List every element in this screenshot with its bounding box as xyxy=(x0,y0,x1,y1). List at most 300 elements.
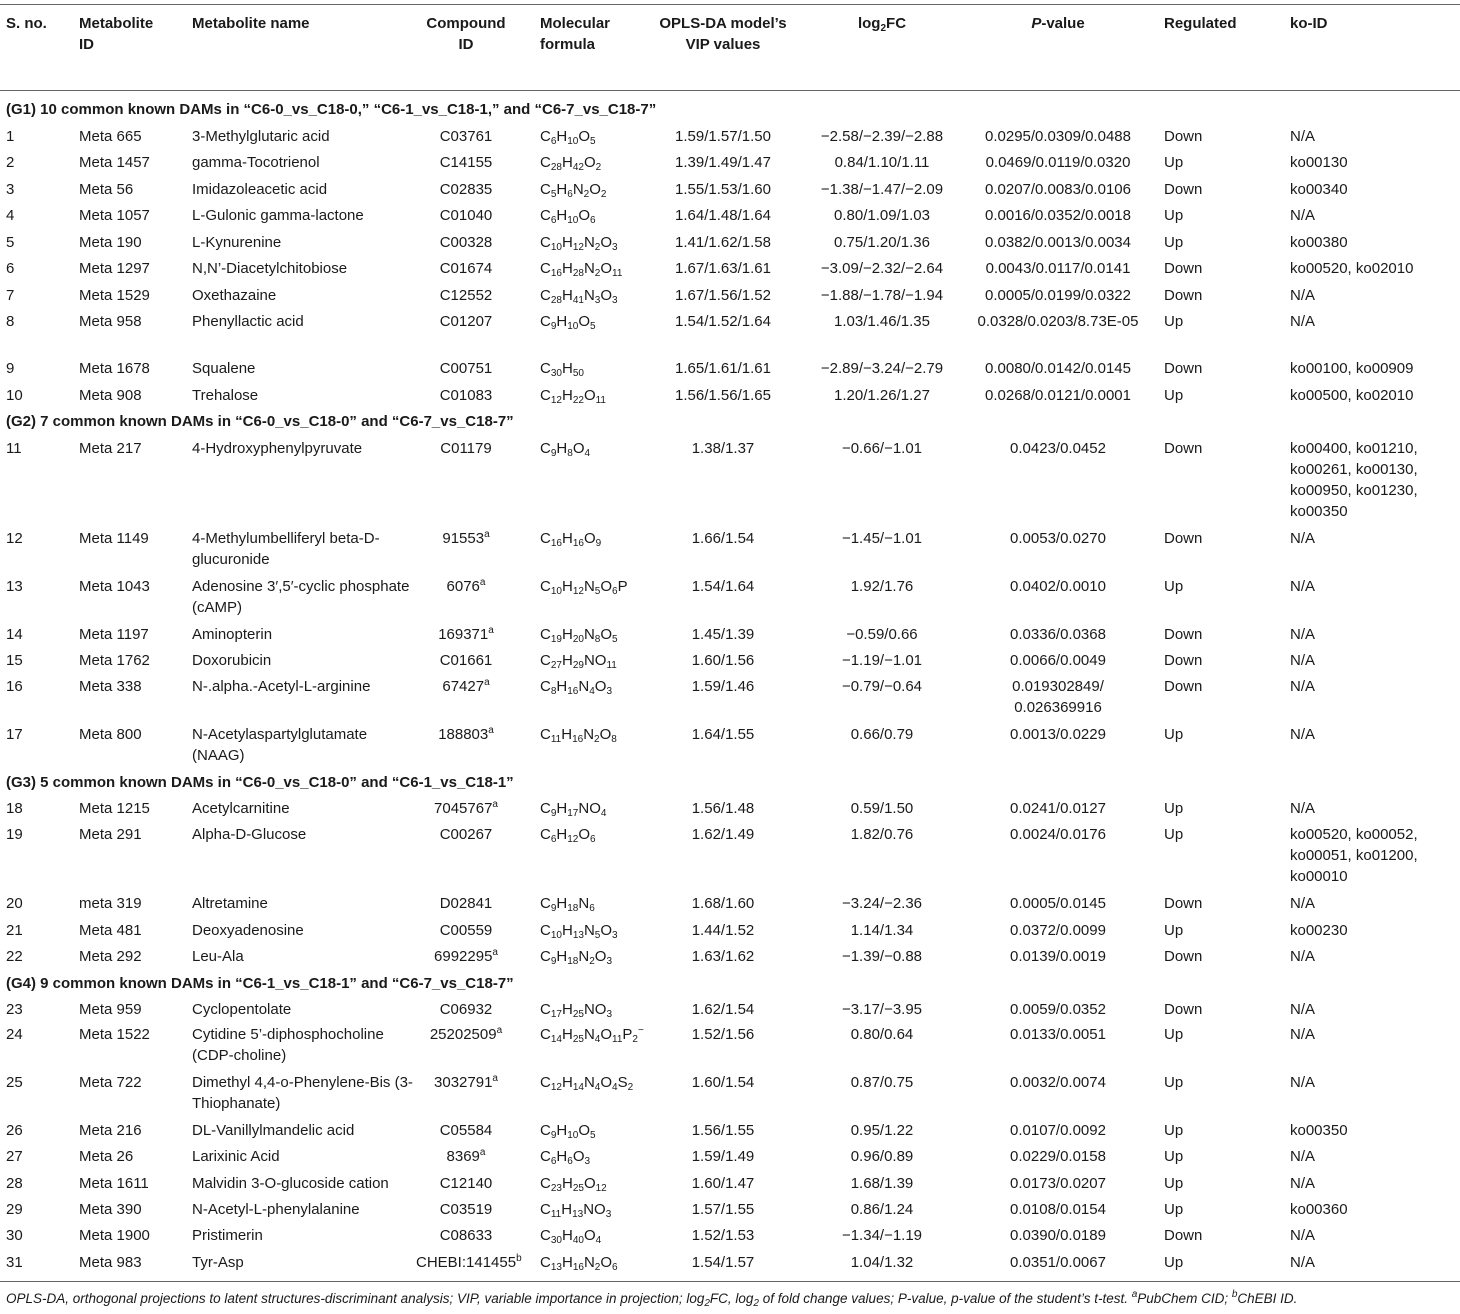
log2fc-values: 0.80/0.64 xyxy=(850,1026,914,1043)
compound-id xyxy=(416,438,516,459)
text-run: C xyxy=(540,800,551,817)
ko-id: N/A xyxy=(1290,678,1316,695)
serial-number: 8 xyxy=(6,313,15,330)
text-run: FC, log xyxy=(709,1291,754,1306)
compound-id xyxy=(416,1199,516,1220)
compound-id-footnote-mark: a xyxy=(492,947,498,958)
subscript: 2 xyxy=(589,956,595,967)
regulated: Up xyxy=(1164,1074,1184,1091)
subscript: 16 xyxy=(572,734,584,745)
subscript: 9 xyxy=(550,321,557,332)
subscript: 2 xyxy=(583,189,590,200)
header-metabolite-name: Metabolite name xyxy=(192,15,310,32)
log2fc-values: −2.89/−3.24/−2.79 xyxy=(820,360,944,377)
compound-id-text: CHEBI:141455 xyxy=(416,1254,517,1271)
log2fc-values: 1.14/1.34 xyxy=(850,922,914,939)
metabolite-id: Meta 1197 xyxy=(79,626,149,643)
header-pvalue: P-value xyxy=(1031,15,1085,32)
compound-id-text: C08633 xyxy=(439,1227,493,1244)
metabolite-name: Imidazoleacetic acid xyxy=(192,181,328,198)
compound-id xyxy=(416,798,516,819)
header-bottom-rule xyxy=(0,90,1460,91)
molecular-formula xyxy=(540,152,660,173)
text-run: O xyxy=(578,313,591,330)
ko-id: N/A xyxy=(1290,895,1316,912)
subscript: 3 xyxy=(605,1209,612,1220)
subscript: 2 xyxy=(632,1034,638,1045)
serial-number: 21 xyxy=(6,922,23,939)
vip-values: 1.62/1.54 xyxy=(691,1001,755,1018)
ko-id: ko00520, ko02010 xyxy=(1290,260,1414,277)
compound-id-text: C00267 xyxy=(439,826,493,843)
compound-id-text: C01207 xyxy=(439,313,493,330)
subscript: 12 xyxy=(550,395,562,406)
regulated: Down xyxy=(1164,652,1203,669)
text-run: C xyxy=(540,922,551,939)
text-run: H xyxy=(561,530,573,547)
subscript: 18 xyxy=(567,956,579,967)
log2fc-values: 0.59/1.50 xyxy=(850,800,914,817)
ko-id: N/A xyxy=(1290,287,1316,304)
subscript: 6 xyxy=(567,1156,573,1167)
subscript: 25 xyxy=(572,1009,584,1020)
p-values: 0.0024/0.0176 xyxy=(1010,826,1106,843)
serial-number: 24 xyxy=(6,1026,23,1043)
compound-id-text: 7045767 xyxy=(434,800,493,817)
text-run: O xyxy=(600,287,613,304)
vip-values: 1.56/1.56/1.65 xyxy=(675,387,771,404)
text-run: C xyxy=(540,726,551,743)
metabolite-name: L-Kynurenine xyxy=(192,234,282,251)
text-run: C xyxy=(540,154,551,171)
compound-id xyxy=(416,1173,516,1194)
text-run: O xyxy=(572,440,585,457)
text-run: H xyxy=(561,154,573,171)
molecular-formula xyxy=(540,1225,660,1246)
log2fc-values: −1.19/−1.01 xyxy=(841,652,923,669)
regulated: Up xyxy=(1164,154,1184,171)
subscript: 2 xyxy=(600,189,607,200)
compound-id-text: 169371 xyxy=(438,626,489,643)
text-run: N xyxy=(583,1026,595,1043)
serial-number: 10 xyxy=(6,387,23,404)
subscript: 8 xyxy=(611,734,617,745)
subscript: 25 xyxy=(572,1034,584,1045)
metabolite-name: Dimethyl 4,4-o-Phenylene-Bis (3-Thiophanate) xyxy=(192,1074,413,1112)
text-run: H xyxy=(556,440,568,457)
p-values: 0.0382/0.0013/0.0034 xyxy=(985,234,1131,251)
subscript: 6 xyxy=(589,903,595,914)
compound-id-footnote-mark: a xyxy=(484,677,490,688)
metabolite-id: Meta 1678 xyxy=(79,360,150,377)
vip-values: 1.38/1.37 xyxy=(691,440,755,457)
header-log2fc: $\log_2FC$ xyxy=(857,15,907,34)
compound-id xyxy=(416,258,516,279)
metabolite-id: Meta 665 xyxy=(79,128,142,145)
subscript: 11 xyxy=(595,395,606,406)
serial-number: 4 xyxy=(6,207,15,224)
vip-values: 1.66/1.54 xyxy=(691,530,755,547)
subscript: 25 xyxy=(572,1183,584,1194)
text-run: C xyxy=(540,360,551,377)
compound-id-text: 6076 xyxy=(446,578,480,595)
text-run: O xyxy=(600,1254,613,1271)
subscript: 12 xyxy=(567,834,579,845)
text-run: NO xyxy=(583,1001,607,1018)
text-run: C xyxy=(540,578,551,595)
text-run: H xyxy=(556,800,568,817)
ko-id: ko00360 xyxy=(1290,1201,1348,1218)
subscript: 2 xyxy=(594,734,600,745)
ko-id: ko00130 xyxy=(1290,154,1348,171)
p-values: 0.0328/0.0203/8.73E-05 xyxy=(977,313,1139,330)
compound-id xyxy=(416,152,516,173)
molecular-formula xyxy=(540,650,660,671)
compound-id xyxy=(416,824,516,845)
text-run: O xyxy=(600,260,613,277)
text-run: H xyxy=(561,1026,573,1043)
compound-id-footnote-mark: a xyxy=(484,529,490,540)
subscript: 13 xyxy=(572,930,584,941)
metabolite-name: Cytidine 5’-diphosphocholine (CDP-choline) xyxy=(192,1026,384,1064)
serial-number: 28 xyxy=(6,1175,23,1192)
metabolite-name: Larixinic Acid xyxy=(192,1148,280,1165)
text-run: N xyxy=(583,260,595,277)
compound-id-footnote-mark: a xyxy=(479,1147,486,1158)
serial-number: 30 xyxy=(6,1227,23,1244)
text-run: C xyxy=(540,1148,551,1165)
log2fc-values: 0.95/1.22 xyxy=(850,1122,914,1139)
text-run: N xyxy=(572,181,584,198)
subscript: 28 xyxy=(572,268,584,279)
text-run: C xyxy=(540,260,551,277)
molecular-formula xyxy=(540,258,660,279)
subscript: 6 xyxy=(550,834,557,845)
molecular-formula xyxy=(540,1120,660,1141)
text-run: N xyxy=(578,895,590,912)
vip-values: 1.62/1.49 xyxy=(691,826,755,843)
subscript: 5 xyxy=(590,1130,596,1141)
log2fc-values: 1.68/1.39 xyxy=(850,1175,914,1192)
subscript: 16 xyxy=(572,1262,584,1273)
p-values: 0.0053/0.0270 xyxy=(1010,530,1106,547)
regulated: Down xyxy=(1164,948,1203,965)
vip-values: 1.65/1.61/1.61 xyxy=(675,360,771,377)
subscript: 5 xyxy=(590,321,596,332)
vip-values: 1.59/1.49 xyxy=(691,1148,755,1165)
ko-id: ko00230 xyxy=(1290,922,1348,939)
subscript: 9 xyxy=(595,538,602,549)
subscript: 22 xyxy=(572,395,584,406)
compound-id-text: 8369 xyxy=(446,1148,480,1165)
p-values: 0.0005/0.0199/0.0322 xyxy=(985,287,1131,304)
subscript: 3 xyxy=(606,956,613,967)
log2fc-values: −3.24/−2.36 xyxy=(841,895,923,912)
text-run: H xyxy=(556,181,568,198)
metabolite-id: Meta 1215 xyxy=(79,800,150,817)
metabolite-id: Meta 481 xyxy=(79,922,142,939)
superscript: − xyxy=(637,1025,644,1036)
p-values: 0.0423/0.0452 xyxy=(1010,440,1106,457)
ko-id: ko00100, ko00909 xyxy=(1290,360,1414,377)
metabolite-name: Aminopterin xyxy=(192,626,273,643)
subscript: 10 xyxy=(567,215,579,226)
metabolite-id: Meta 1457 xyxy=(79,154,150,171)
p-values: 0.0390/0.0189 xyxy=(1010,1227,1106,1244)
compound-id-text: C14155 xyxy=(439,154,493,171)
metabolite-name: Altretamine xyxy=(192,895,268,912)
p-values: 0.0241/0.0127 xyxy=(1010,800,1106,817)
compound-id-text: C01083 xyxy=(439,387,493,404)
subscript: 42 xyxy=(572,162,584,173)
subscript: 9 xyxy=(550,956,557,967)
ko-id: ko00520, ko00052, ko00051, ko01200, ko00010 xyxy=(1290,826,1418,885)
header-sno: S. no. xyxy=(6,15,47,32)
compound-id-footnote-mark: a xyxy=(488,625,494,636)
molecular-formula xyxy=(540,358,660,379)
subscript: 6 xyxy=(590,215,596,226)
metabolite-id: Meta 190 xyxy=(79,234,142,251)
subscript: 6 xyxy=(612,586,618,597)
text-run: H xyxy=(561,287,573,304)
text-run: O xyxy=(578,826,591,843)
vip-values: 1.60/1.54 xyxy=(691,1074,755,1091)
subscript: 5 xyxy=(612,634,618,645)
subscript: 3 xyxy=(612,930,618,941)
text-run: N xyxy=(578,948,590,965)
text-run: O xyxy=(589,181,601,198)
molecular-formula xyxy=(540,920,660,941)
text-run: C xyxy=(540,234,551,251)
regulated: Down xyxy=(1164,287,1203,304)
subscript: 2 xyxy=(595,162,602,173)
regulated: Up xyxy=(1164,578,1184,595)
p-values: 0.0080/0.0142/0.0145 xyxy=(985,360,1131,377)
vip-values: 1.67/1.63/1.61 xyxy=(675,260,771,277)
p-values: 0.0108/0.0154 xyxy=(1010,1201,1106,1218)
text-run: H xyxy=(561,1074,573,1091)
molecular-formula xyxy=(540,1024,660,1045)
vip-values: 1.39/1.49/1.47 xyxy=(675,154,771,171)
subscript: 2 xyxy=(594,268,601,279)
text-run: C xyxy=(540,287,551,304)
compound-id xyxy=(416,179,516,200)
subscript: 6 xyxy=(550,136,557,147)
p-values: 0.0005/0.0145 xyxy=(1010,895,1106,912)
molecular-formula xyxy=(540,624,660,645)
compound-id-text: C00751 xyxy=(439,360,493,377)
text-run: H xyxy=(561,652,573,669)
text-run: C xyxy=(540,1026,551,1043)
serial-number: 18 xyxy=(6,800,23,817)
log2fc-values: −3.09/−2.32/−2.64 xyxy=(820,260,944,277)
subscript: 10 xyxy=(567,321,579,332)
regulated: Down xyxy=(1164,895,1203,912)
vip-values: 1.56/1.55 xyxy=(691,1122,755,1139)
text-run: H xyxy=(561,578,573,595)
metabolite-name: N,N’-Diacetylchitobiose xyxy=(192,260,348,277)
p-values: 0.0107/0.0092 xyxy=(1010,1122,1106,1139)
metabolite-name: Pristimerin xyxy=(192,1227,263,1244)
text-run: H xyxy=(556,1122,568,1139)
compound-id xyxy=(416,311,516,332)
text-run: O xyxy=(583,387,596,404)
text-run: PubChem CID; xyxy=(1137,1291,1232,1306)
text-run: C xyxy=(540,626,551,643)
text-run: C xyxy=(540,207,551,224)
group-header-g4: (G4) 9 common known DAMs in “C6-1_vs_C18-1” and “C6-7_vs_C18-7” xyxy=(6,975,514,992)
compound-id xyxy=(416,999,516,1020)
subscript: 8 xyxy=(594,634,601,645)
text-run: O xyxy=(583,1227,596,1244)
regulated: Up xyxy=(1164,1201,1184,1218)
subscript: 12 xyxy=(595,1183,607,1194)
metabolite-id: Meta 216 xyxy=(79,1122,142,1139)
subscript: 5 xyxy=(594,586,601,597)
regulated: Up xyxy=(1164,1148,1184,1165)
subscript: 11 xyxy=(550,734,562,745)
compound-id-text: 91553 xyxy=(442,530,485,547)
subscript: 16 xyxy=(550,538,562,549)
metabolite-name: Acetylcarnitine xyxy=(192,800,290,817)
subscript: 6 xyxy=(550,1156,557,1167)
text-run: of fold change values; P-value, p-value of the student’s t-test. xyxy=(758,1291,1132,1306)
p-values: 0.0059/0.0352 xyxy=(1010,1001,1106,1018)
subscript: 6 xyxy=(612,1262,618,1273)
metabolite-name: N-.alpha.-Acetyl-L-arginine xyxy=(192,678,371,695)
metabolite-id: Meta 1149 xyxy=(79,530,149,547)
serial-number: 3 xyxy=(6,181,15,198)
text-run: C xyxy=(540,128,551,145)
compound-id-text: C06932 xyxy=(439,1001,493,1018)
text-run: C xyxy=(540,895,551,912)
metabolite-name: Adenosine 3′,5′-cyclic phosphate (cAMP) xyxy=(192,578,410,616)
text-run: H xyxy=(561,1227,573,1244)
text-run: O xyxy=(594,678,607,695)
subscript: 10 xyxy=(567,136,579,147)
table-footnote xyxy=(6,1290,1297,1308)
log2fc-values: −3.17/−3.95 xyxy=(841,1001,923,1018)
p-values: 0.0139/0.0019 xyxy=(1010,948,1106,965)
subscript: 4 xyxy=(612,1082,618,1093)
text-run: C xyxy=(540,652,551,669)
subscript: 14 xyxy=(550,1034,562,1045)
subscript: 4 xyxy=(589,686,595,697)
molecular-formula xyxy=(540,1072,660,1093)
regulated: Up xyxy=(1164,313,1184,330)
compound-id-footnote-mark: a xyxy=(496,1025,503,1036)
compound-id xyxy=(416,528,516,549)
metabolite-id: Meta 800 xyxy=(79,726,142,743)
subscript: 16 xyxy=(567,686,579,697)
metabolite-name: Alpha-D-Glucose xyxy=(192,826,307,843)
regulated: Up xyxy=(1164,387,1184,404)
p-values: 0.0016/0.0352/0.0018 xyxy=(985,207,1131,224)
text-run: C xyxy=(540,1254,551,1271)
molecular-formula xyxy=(540,205,660,226)
metabolite-name: 4-Methylumbelliferyl beta-D-glucuronide xyxy=(192,530,380,568)
log2fc-values: −1.34/−1.19 xyxy=(841,1227,923,1244)
log2fc-values: 1.03/1.46/1.35 xyxy=(834,313,930,330)
metabolite-name: Deoxyadenosine xyxy=(192,922,304,939)
ko-id: N/A xyxy=(1290,800,1316,817)
compound-id-footnote-mark: b xyxy=(516,1253,522,1264)
log2fc-values: 0.84/1.10/1.11 xyxy=(834,154,930,171)
text-run: NO xyxy=(583,652,607,669)
compound-id xyxy=(416,946,516,967)
compound-id xyxy=(416,724,516,745)
subscript: 4 xyxy=(594,1082,601,1093)
metabolite-name: 4-Hydroxyphenylpyruvate xyxy=(192,440,363,457)
metabolite-id: Meta 1762 xyxy=(79,652,150,669)
text-run: O xyxy=(600,922,613,939)
vip-values: 1.54/1.64 xyxy=(691,578,755,595)
regulated: Up xyxy=(1164,207,1184,224)
compound-id xyxy=(416,205,516,226)
metabolite-id: Meta 1522 xyxy=(79,1026,150,1043)
serial-number: 9 xyxy=(6,360,15,377)
compound-id xyxy=(416,920,516,941)
text-run: O xyxy=(583,154,596,171)
subscript: 2 xyxy=(594,242,601,253)
p-values: 0.0336/0.0368 xyxy=(1010,626,1106,643)
subscript: 30 xyxy=(550,1235,562,1246)
ko-id: N/A xyxy=(1290,1026,1316,1043)
compound-id xyxy=(416,232,516,253)
subscript: 3 xyxy=(584,1156,591,1167)
text-run: C xyxy=(540,387,551,404)
compound-id-text: 188803 xyxy=(438,726,489,743)
subscript: 4 xyxy=(594,1034,601,1045)
serial-number: 23 xyxy=(6,1001,23,1018)
regulated: Down xyxy=(1164,1001,1203,1018)
vip-values: 1.60/1.47 xyxy=(691,1175,755,1192)
ko-id: N/A xyxy=(1290,530,1316,547)
log2fc-values: −1.45/−1.01 xyxy=(841,530,923,547)
compound-id xyxy=(416,1146,516,1167)
compound-id-footnote-mark: a xyxy=(488,725,494,736)
text-run: H xyxy=(556,678,568,695)
molecular-formula xyxy=(540,798,660,819)
serial-number: 31 xyxy=(6,1254,23,1271)
regulated: Up xyxy=(1164,234,1184,251)
p-values: 0.0133/0.0051 xyxy=(1010,1026,1106,1043)
regulated: Down xyxy=(1164,678,1203,695)
text-run: H xyxy=(561,726,573,743)
text-run: H xyxy=(561,922,573,939)
subscript: 3 xyxy=(594,295,601,306)
subscript: 29 xyxy=(572,660,584,671)
superscript: a xyxy=(1131,1289,1138,1300)
metabolite-id: Meta 1900 xyxy=(79,1227,150,1244)
metabolite-name: Malvidin 3-O-glucoside cation xyxy=(192,1175,389,1192)
compound-id-text: C12552 xyxy=(439,287,493,304)
vip-values: 1.68/1.60 xyxy=(691,895,755,912)
compound-id-text: 3032791 xyxy=(434,1074,493,1091)
ko-id: N/A xyxy=(1290,1074,1316,1091)
subscript: 13 xyxy=(572,1209,584,1220)
text-run: P xyxy=(617,578,628,595)
subscript: 10 xyxy=(550,586,562,597)
vip-values: 1.59/1.46 xyxy=(691,678,755,695)
vip-values: 1.67/1.56/1.52 xyxy=(675,287,771,304)
text-run: NO xyxy=(578,800,601,817)
regulated: Up xyxy=(1164,1026,1184,1043)
metabolite-id: Meta 292 xyxy=(79,948,142,965)
compound-id xyxy=(416,624,516,645)
serial-number: 26 xyxy=(6,1122,23,1139)
ko-id: N/A xyxy=(1290,652,1316,669)
